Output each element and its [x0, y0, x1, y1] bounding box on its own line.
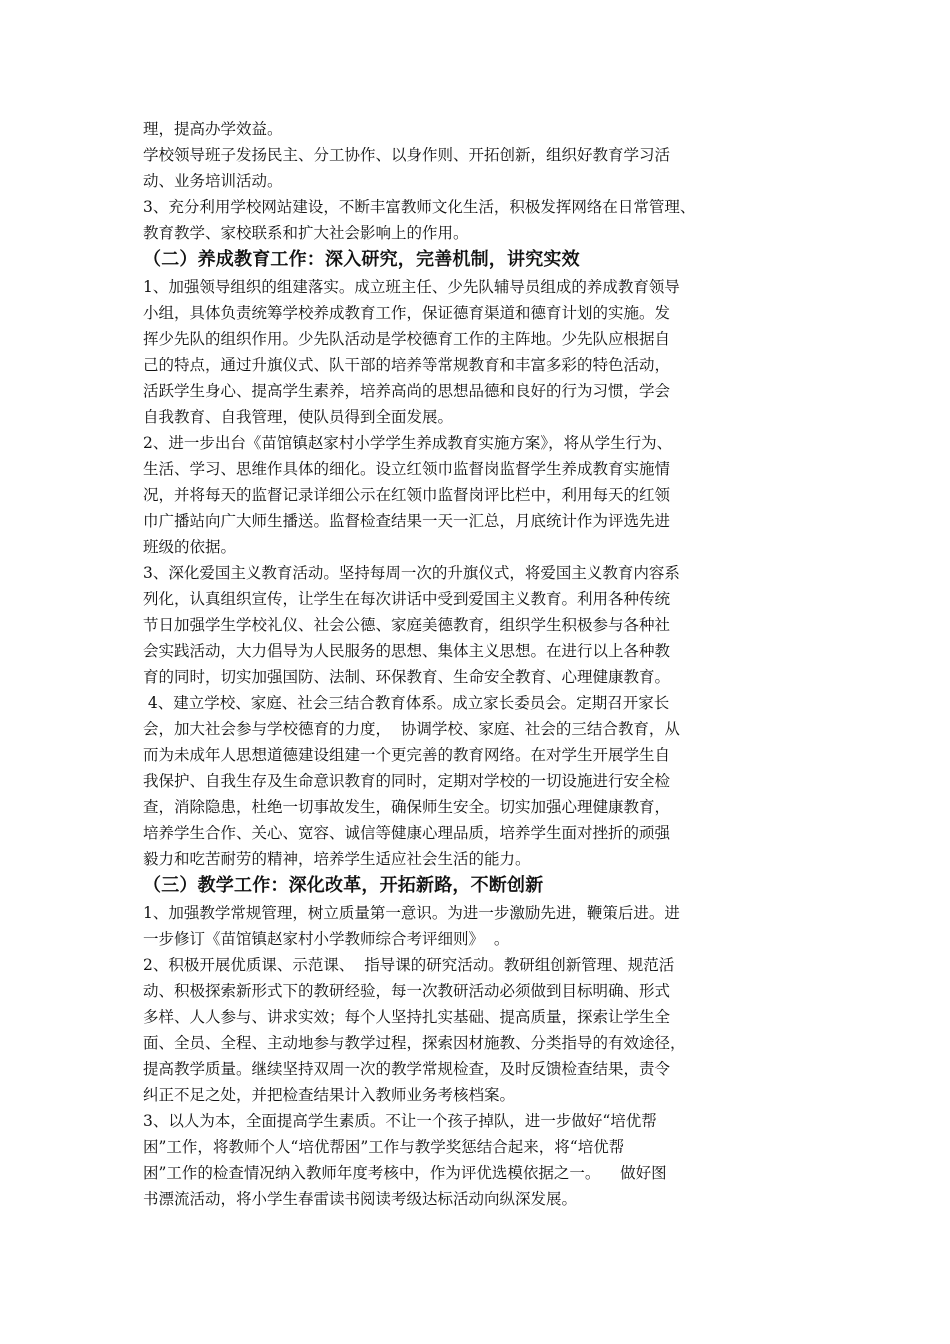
paragraph-line: 纠正不足之处，并把检查结果计入教师业务考核档案。: [143, 1086, 516, 1104]
paragraph-line: 2、积极开展优质课、示范课、 指导课的研究活动。教研组创新管理、规范活: [143, 956, 675, 974]
section-heading: （二）养成教育工作：深入研究，完善机制，讲究实效: [143, 249, 580, 270]
paragraph-line: 教育教学、家校联系和扩大社会影响上的作用。: [143, 224, 469, 242]
paragraph-line: 查，消除隐患，杜绝一切事故发生，确保师生安全。切实加强心理健康教育，: [143, 798, 671, 816]
paragraph-line: 4、建立学校、家庭、社会三结合教育体系。成立家长委员会。定期召开家长: [143, 694, 670, 712]
section-heading: （三）教学工作：深化改革，开拓新路，不断创新: [143, 875, 544, 896]
paragraph-line: 毅力和吃苦耐劳的精神，培养学生适应社会生活的能力。: [143, 850, 531, 868]
paragraph-line: 动、积极探索新形式下的教研经验，每一次教研活动必须做到目标明确、形式: [143, 982, 671, 1000]
paragraph-line: 挥少先队的组织作用。少先队活动是学校德育工作的主阵地。少先队应根据自: [143, 330, 671, 348]
paragraph-line: 2、进一步出台《苗馆镇赵家村小学学生养成教育实施方案》，将从学生行为、: [143, 434, 673, 452]
paragraph-line: 而为未成年人思想道德建设组建一个更完善的教育网络。在对学生开展学生自: [143, 746, 671, 764]
paragraph-line: 我保护、自我生存及生命意识教育的同时，定期对学校的一切设施进行安全检: [143, 772, 671, 790]
paragraph-line: 会实践活动，大力倡导为人民服务的思想、集体主义思想。在进行以上各种教: [143, 642, 671, 660]
paragraph-line: 育的同时，切实加强国防、法制、环保教育、生命安全教育、心理健康教育。: [143, 668, 671, 686]
paragraph-line: 1、加强教学常规管理，树立质量第一意识。为进一步激励先进，鞭策后进。进: [143, 904, 680, 922]
paragraph-line: 班级的依据。: [143, 538, 237, 556]
paragraph-line: 列化，认真组织宣传，让学生在每次讲话中受到爱国主义教育。利用各种传统: [143, 590, 671, 608]
paragraph-line: 己的特点，通过升旗仪式、队干部的培养等常规教育和丰富多彩的特色活动，: [143, 356, 671, 374]
paragraph-line: 3、充分利用学校网站建设，不断丰富教师文化生活，积极发挥网络在日常管理、: [143, 198, 696, 216]
paragraph-line: 学校领导班子发扬民主、分工协作、以身作则、开拓创新，组织好教育学习活: [143, 146, 671, 164]
paragraph-line: 3、以人为本，全面提高学生素质。不让一个孩子掉队，进一步做好“培优帮: [143, 1112, 657, 1130]
paragraph-line: 会，加大社会参与学校德育的力度， 协调学校、家庭、社会的三结合教育，从: [143, 720, 680, 738]
paragraph-line: 提高教学质量。继续坚持双周一次的教学常规检查，及时反馈检查结果，责令: [143, 1060, 671, 1078]
paragraph-line: 巾广播站向广大师生播送。监督检查结果一天一汇总，月底统计作为评选先进: [143, 512, 671, 530]
paragraph-line: 生活、学习、思维作具体的细化。设立红领巾监督岗监督学生养成教育实施情: [143, 460, 671, 478]
paragraph-line: 自我教育、自我管理，使队员得到全面发展。: [143, 408, 454, 426]
paragraph-line: 培养学生合作、关心、宽容、诚信等健康心理品质，培养学生面对挫折的顽强: [143, 824, 671, 842]
paragraph-line: 困”工作，将教师个人“培优帮困”工作与教学奖惩结合起来，将“培优帮: [143, 1138, 625, 1156]
paragraph-line: 多样、人人参与、讲求实效；每个人坚持扎实基础、提高质量，探索让学生全: [143, 1008, 671, 1026]
paragraph-line: 3、深化爱国主义教育活动。坚持每周一次的升旗仪式，将爱国主义教育内容系: [143, 564, 680, 582]
paragraph-line: 况，并将每天的监督记录详细公示在红领巾监督岗评比栏中，利用每天的红领: [143, 486, 671, 504]
paragraph-line: 1、加强领导组织的组建落实。成立班主任、少先队辅导员组成的养成教育领导: [143, 278, 680, 296]
paragraph-line: 动、业务培训活动。: [143, 172, 283, 190]
paragraph-line: 理，提高办学效益。: [143, 120, 283, 138]
paragraph-line: 书漂流活动，将小学生春雷读书阅读考级达标活动向纵深发展。: [143, 1190, 578, 1208]
paragraph-line: 困”工作的检查情况纳入教师年度考核中，作为评优选模依据之一。 做好图: [143, 1164, 667, 1182]
paragraph-line: 小组，具体负责统筹学校养成教育工作，保证德育渠道和德育计划的实施。发: [143, 304, 671, 322]
paragraph-line: 面、全员、全程、主动地参与教学过程，探索因材施教、分类指导的有效途径，: [143, 1034, 686, 1052]
paragraph-line: 节日加强学生学校礼仪、社会公德、家庭美德教育，组织学生积极参与各种社: [143, 616, 671, 634]
paragraph-line: 活跃学生身心、提高学生素养，培养高尚的思想品德和良好的行为习惯，学会: [143, 382, 671, 400]
paragraph-line: 一步修订《苗馆镇赵家村小学教师综合考评细则》 。: [143, 930, 510, 948]
document-page: [143, 116, 823, 1212]
